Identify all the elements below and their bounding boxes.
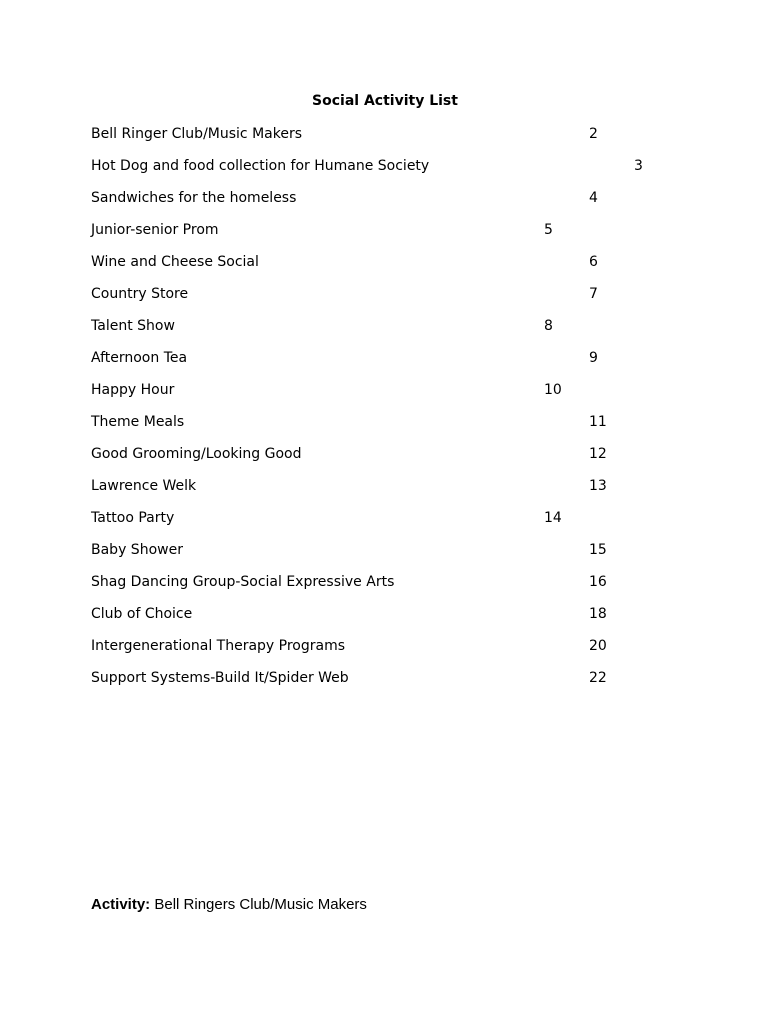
- list-item-page-number: 11: [589, 414, 607, 430]
- list-item-label: Baby Shower: [91, 542, 183, 558]
- list-item-page-number: 5: [544, 222, 553, 238]
- list-item-page-number: 8: [544, 318, 553, 334]
- list-item: [91, 477, 691, 509]
- list-item-page-number: 12: [589, 446, 607, 462]
- list-item: [91, 157, 691, 189]
- list-item: [91, 445, 691, 477]
- list-item: [91, 413, 691, 445]
- list-item: [91, 669, 691, 701]
- list-item: [91, 381, 691, 413]
- list-item-label: Lawrence Welk: [91, 478, 197, 494]
- list-item-label: Theme Meals: [91, 414, 185, 430]
- list-item-page-number: 2: [589, 126, 598, 142]
- list-item: [91, 285, 691, 317]
- list-item: [91, 253, 691, 285]
- list-item: [91, 221, 691, 253]
- list-item: [91, 189, 691, 221]
- list-item-page-number: 20: [589, 638, 607, 654]
- list-item-page-number: 14: [544, 510, 562, 526]
- list-item: [91, 509, 691, 541]
- list-item: [91, 317, 691, 349]
- list-item-label: Country Store: [91, 286, 189, 302]
- list-item-page-number: 13: [589, 478, 607, 494]
- activity-label: Activity:: [91, 896, 151, 913]
- list-item-label: Club of Choice: [91, 606, 193, 622]
- activity-list: [91, 125, 691, 701]
- list-item: [91, 541, 691, 573]
- activity-value: Bell Ringers Club/Music Makers: [154, 896, 367, 913]
- list-item-page-number: 15: [589, 542, 607, 558]
- list-item-page-number: 7: [589, 286, 598, 302]
- list-item-label: Shag Dancing Group-Social Expressive Arts: [91, 574, 395, 590]
- list-item: [91, 573, 691, 605]
- list-item-label: Tattoo Party: [91, 510, 175, 526]
- list-item-page-number: 10: [544, 382, 562, 398]
- list-item-page-number: 22: [589, 670, 607, 686]
- list-item: [91, 125, 691, 157]
- list-item: [91, 605, 691, 637]
- activity-heading: [91, 896, 367, 913]
- list-item-label: Good Grooming/Looking Good: [91, 446, 302, 462]
- list-item-page-number: 6: [589, 254, 598, 270]
- list-item-label: Hot Dog and food collection for Humane Society: [91, 158, 430, 174]
- list-item-page-number: 3: [634, 158, 643, 174]
- list-item-label: Junior-senior Prom: [91, 222, 219, 238]
- list-item-label: Support Systems-Build It/Spider Web: [91, 670, 349, 686]
- list-item-page-number: 16: [589, 574, 607, 590]
- list-item-label: Happy Hour: [91, 382, 175, 398]
- list-item-label: Wine and Cheese Social: [91, 254, 259, 270]
- list-item-label: Bell Ringer Club/Music Makers: [91, 126, 302, 142]
- list-item: [91, 637, 691, 669]
- list-item-label: Afternoon Tea: [91, 350, 188, 366]
- list-item-label: Talent Show: [91, 318, 175, 334]
- list-item-page-number: 4: [589, 190, 598, 206]
- list-item-page-number: 18: [589, 606, 607, 622]
- list-item-page-number: 9: [589, 350, 598, 366]
- list-item-label: Intergenerational Therapy Programs: [91, 638, 346, 654]
- list-item-label: Sandwiches for the homeless: [91, 190, 297, 206]
- list-item: [91, 349, 691, 381]
- page-title: Social Activity List: [312, 93, 458, 109]
